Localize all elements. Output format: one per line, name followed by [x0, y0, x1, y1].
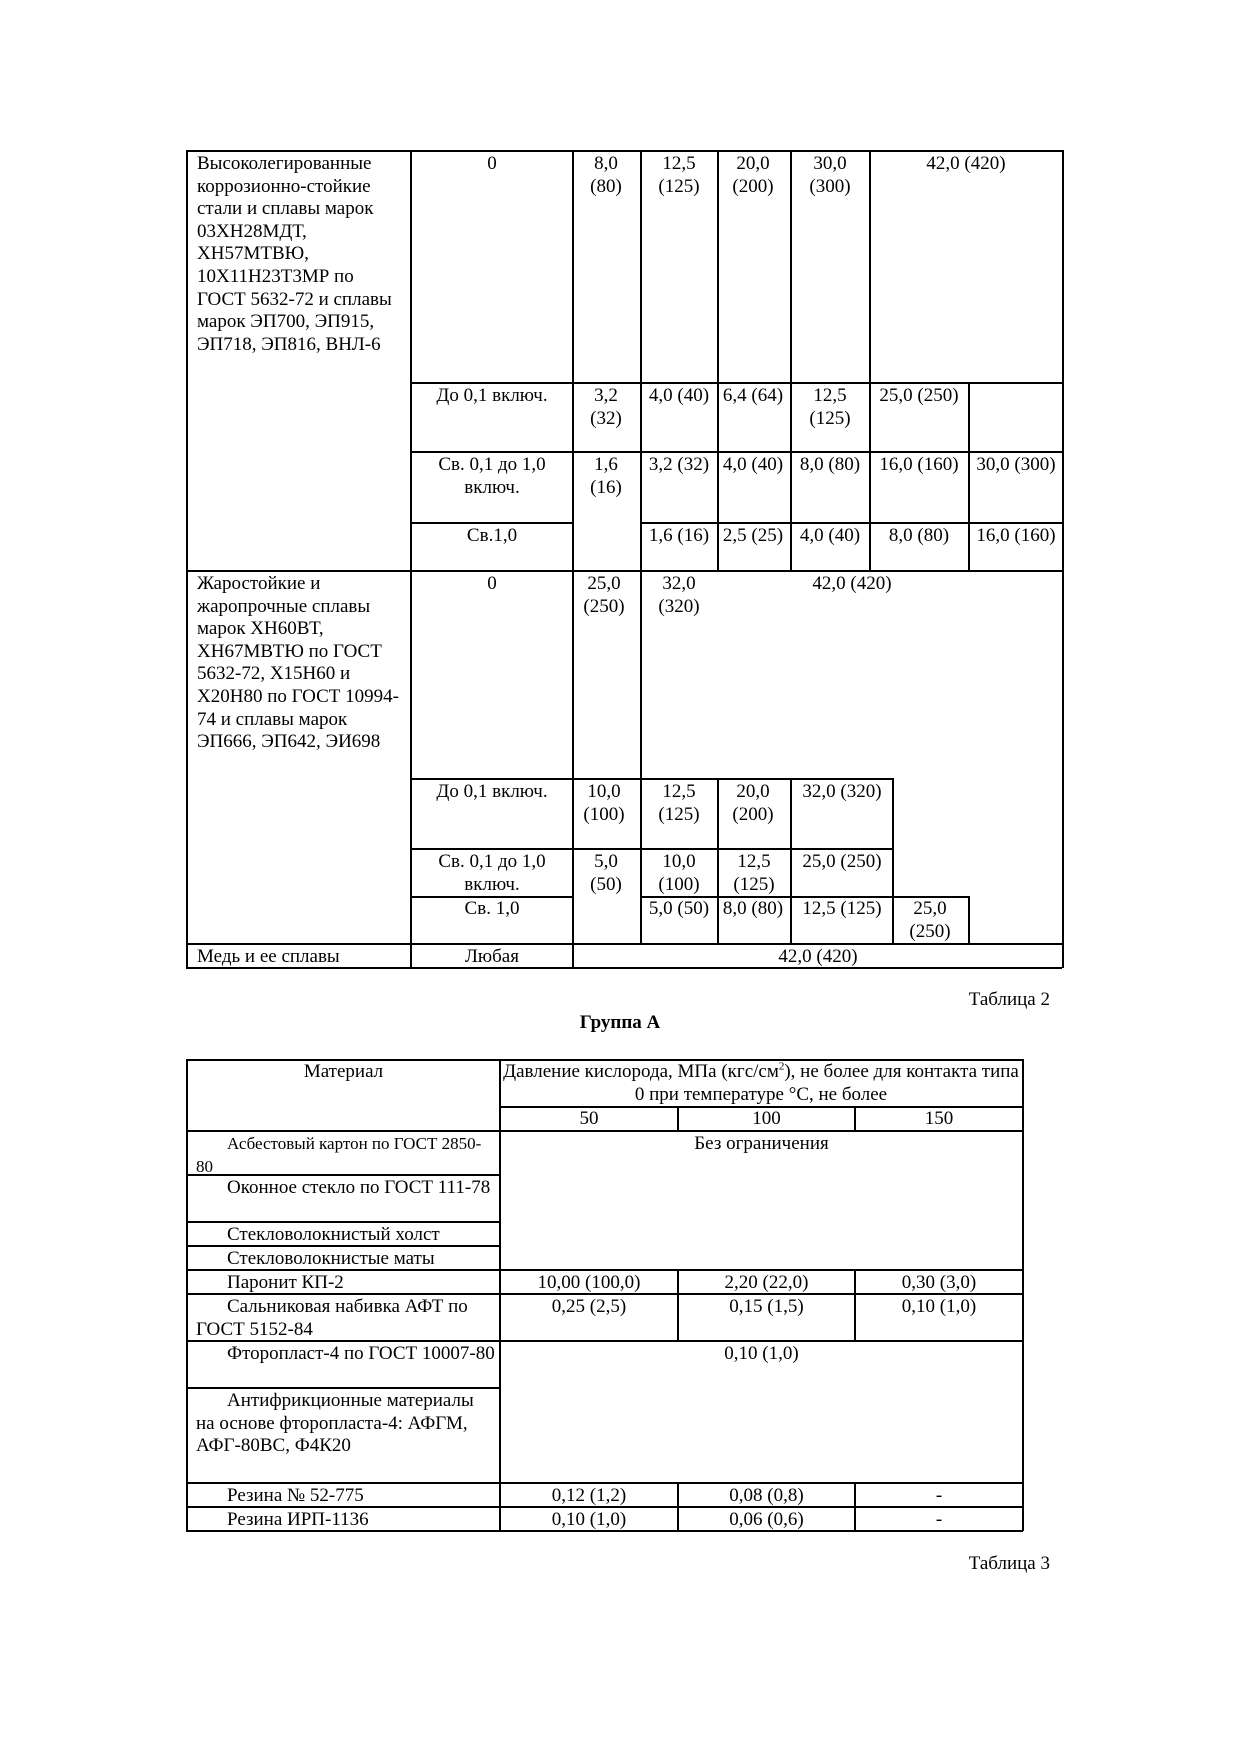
cell-value: 10,0 (100): [583, 781, 625, 825]
cell-value: -: [935, 1509, 943, 1530]
material-gland-packing: Сальниковая набивка АФТ по ГОСТ 5152-84: [196, 1296, 468, 1340]
cell-value: 32,0 (320): [802, 781, 882, 802]
header-temp-100: 100: [752, 1108, 781, 1129]
cell-value: 12,5 (125): [733, 851, 775, 895]
cell-value: 0,25 (2,5): [551, 1296, 627, 1317]
cell-value: 20,0 (200): [732, 153, 774, 197]
material-window-glass: Оконное стекло по ГОСТ 111-78: [227, 1177, 491, 1198]
material-paronite: Паронит КП-2: [227, 1272, 344, 1293]
cell-value: 30,0 (300): [809, 153, 851, 197]
cell-label: Любая: [465, 946, 519, 967]
material-rubber-irp-1136: Резина ИРП-1136: [227, 1509, 369, 1530]
cell-value: 8,0 (80): [590, 153, 622, 197]
cell-label: Св. 0,1 до 1,0 включ.: [438, 454, 546, 498]
cell-value: 2,20 (22,0): [724, 1272, 809, 1293]
cell-value: 25,0 (250): [583, 573, 625, 617]
cell-value: 8,0 (80): [722, 898, 784, 919]
cell-value: 12,5 (125): [658, 153, 700, 197]
cell-value: -: [935, 1485, 943, 1506]
cell-value: 4,0 (40): [722, 454, 784, 475]
cell-value: 12,5 (125): [802, 898, 882, 919]
table-2-caption: Таблица 2: [968, 989, 1050, 1010]
cell-value: 3,2 (32): [590, 385, 622, 429]
cell-value: 32,0 (320): [658, 573, 700, 617]
cell-merged-value: 0,10 (1,0): [724, 1343, 799, 1364]
table-3-caption: Таблица 3: [968, 1553, 1050, 1574]
cell-label: До 0,1 включ.: [436, 781, 548, 802]
material-high-alloy-steels: Высоколегированные коррозионно-стойкие стали и сплавы марок 03ХН28МДТ, ХН57МТВЮ, 10Х11Н23Т3МР по ГОСТ 5632-72 и сплавы марок ЭП700, ЭП915, ЭП718, ЭП816, ВНЛ-6: [197, 153, 392, 355]
cell-value: 4,0 (40): [648, 385, 710, 406]
cell-value: 0,15 (1,5): [729, 1296, 804, 1317]
cell-value: 0,10 (1,0): [901, 1296, 977, 1317]
cell-value: 30,0 (300): [976, 454, 1056, 475]
material-asbestos: Асбестовый картон по ГОСТ 2850-80: [196, 1134, 482, 1176]
cell-value: 1,6 (16): [590, 454, 622, 498]
cell-value: 5,0 (50): [590, 851, 622, 895]
cell-label: Св. 1,0: [464, 898, 520, 919]
cell-value: 42,0 (420): [778, 946, 858, 967]
cell-value: 2,5 (25): [722, 525, 784, 546]
material-antifriction: Антифрикционные материалы на основе фторопласта-4: АФГМ, АФГ-80ВС, Ф4К20: [196, 1390, 474, 1457]
cell-value: 4,0 (40): [799, 525, 861, 546]
cell-value: 0,08 (0,8): [729, 1485, 804, 1506]
cell-label: 0: [487, 573, 497, 594]
cell-value: 0,12 (1,2): [551, 1485, 627, 1506]
header-material: Материал: [303, 1061, 384, 1082]
material-copper: Медь и ее сплавы: [197, 946, 340, 967]
cell-label: Св. 0,1 до 1,0 включ.: [438, 851, 546, 895]
cell-value: 12,5 (125): [809, 385, 851, 429]
cell-value: 0,10 (1,0): [551, 1509, 627, 1530]
cell-value: 42,0 (420): [926, 153, 1006, 174]
cell-value: 3,2 (32): [648, 454, 710, 475]
cell-value: 8,0 (80): [888, 525, 950, 546]
cell-label: Св.1,0: [466, 525, 518, 546]
cell-value: 6,4 (64): [722, 385, 784, 406]
material-rubber-52-775: Резина № 52-775: [227, 1485, 364, 1506]
material-heat-resistant-alloys: Жаростойкие и жаропрочные сплавы марок ХН60ВТ, ХН67МВТЮ по ГОСТ 5632-72, Х15Н60 и Х20Н80 по ГОСТ 10994-74 и сплавы марок ЭП666, ЭП642, ЭИ698: [197, 573, 399, 753]
material-fluoroplast: Фторопласт-4 по ГОСТ 10007-80: [227, 1343, 495, 1364]
header-temp-150: 150: [924, 1108, 954, 1129]
cell-value: 20,0 (200): [732, 781, 774, 825]
cell-label: 0: [487, 153, 497, 174]
group-heading: Группа А: [579, 1012, 661, 1033]
cell-value: 16,0 (160): [879, 454, 959, 475]
cell-value: 16,0 (160): [976, 525, 1056, 546]
material-glass-fiber-canvas: Стекловолокнистый холст: [227, 1224, 440, 1245]
cell-value: 0,30 (3,0): [901, 1272, 977, 1293]
cell-value: 25,0 (250): [879, 385, 959, 406]
cell-value: 5,0 (50): [648, 898, 710, 919]
cell-no-limit: Без ограничения: [694, 1133, 829, 1154]
cell-value: 8,0 (80): [799, 454, 861, 475]
cell-value: 10,0 (100): [658, 851, 700, 895]
cell-value: 25,0 (250): [802, 851, 882, 872]
cell-value: 25,0 (250): [909, 898, 951, 942]
cell-value: 0,06 (0,6): [729, 1509, 804, 1530]
cell-label: До 0,1 включ.: [436, 385, 548, 406]
cell-value: 12,5 (125): [658, 781, 700, 825]
cell-value: 10,00 (100,0): [537, 1272, 641, 1293]
header-temp-50: 50: [579, 1108, 599, 1129]
material-glass-fiber-mats: Стекловолокнистые маты: [227, 1248, 435, 1269]
cell-value: 1,6 (16): [648, 525, 710, 546]
header-pressure: Давление кислорода, МПа $(кгс/см^2)$, не более для контакта типа 0 при температуре °С, не более: [503, 1060, 1019, 1105]
cell-value: 42,0 (420): [812, 573, 892, 594]
